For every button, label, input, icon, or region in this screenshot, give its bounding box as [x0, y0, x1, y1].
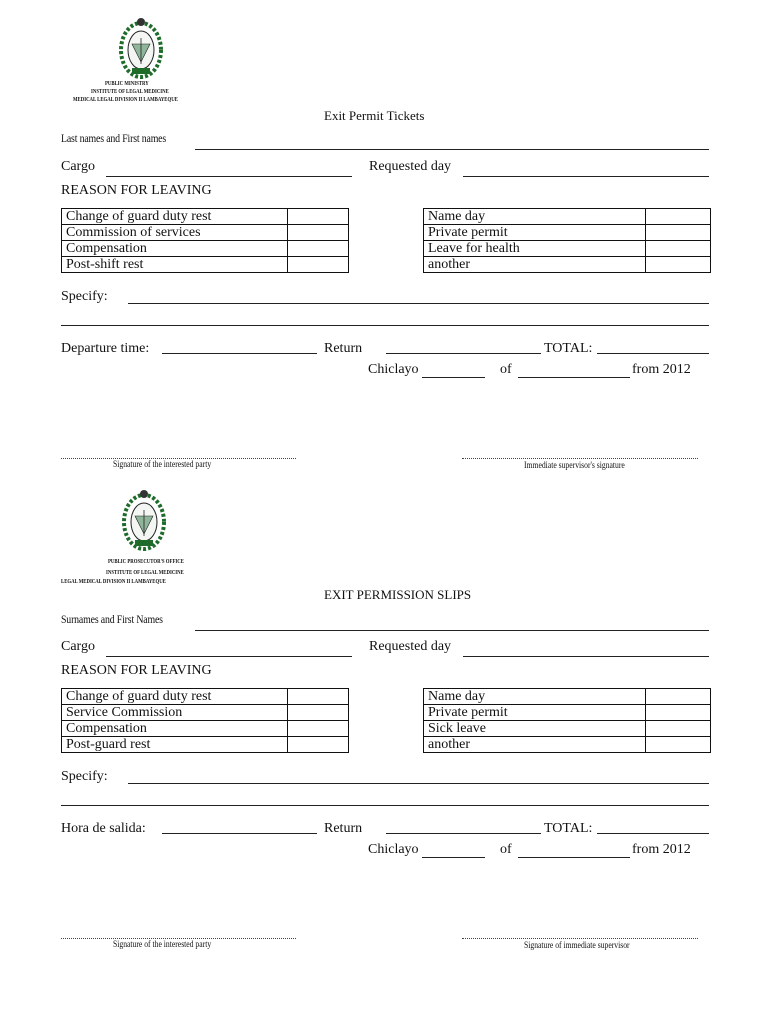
reason-label: Compensation	[62, 721, 288, 737]
reason-label: Service Commission	[62, 705, 288, 721]
reason-label: Name day	[424, 689, 646, 705]
return-line[interactable]	[386, 353, 541, 354]
requested-day-label: Requested day	[369, 159, 452, 174]
signature-line-supervisor[interactable]	[462, 458, 698, 459]
reason-label: Post-shift rest	[62, 257, 288, 273]
reason-label: another	[424, 257, 646, 273]
cargo-line[interactable]	[106, 176, 352, 177]
reasons-table-left	[61, 688, 349, 753]
return-label: Return	[324, 341, 363, 356]
date-day-line[interactable]	[422, 857, 485, 858]
city-label: Chiclayo	[368, 842, 419, 857]
cargo-line[interactable]	[106, 656, 352, 657]
reason-label: Change of guard duty rest	[62, 689, 288, 705]
institution-emblem	[118, 16, 164, 82]
year-label: from 2012	[632, 362, 691, 377]
header-line-3: MEDICAL LEGAL DIVISION II LAMBAYEQUE	[73, 97, 178, 103]
reason-label: Leave for health	[424, 241, 646, 257]
date-month-line[interactable]	[518, 857, 630, 858]
specify-label: Specify:	[61, 289, 108, 304]
reason-checkbox[interactable]	[646, 241, 711, 257]
names-label: Last names and First names	[61, 131, 167, 145]
reason-checkbox[interactable]	[288, 257, 349, 273]
names-line[interactable]	[195, 149, 709, 150]
total-label: TOTAL:	[544, 821, 593, 836]
header-line-2: INSTITUTE OF LEGAL MEDICINE	[91, 89, 169, 95]
reason-label: Name day	[424, 209, 646, 225]
total-label: TOTAL:	[544, 341, 593, 356]
reason-checkbox[interactable]	[288, 225, 349, 241]
header-line-1: PUBLIC PROSECUTOR'S OFFICE	[108, 559, 184, 565]
reason-checkbox[interactable]	[288, 705, 349, 721]
header-line-1: PUBLIC MINISTRY	[105, 81, 149, 87]
institution-emblem	[121, 488, 167, 554]
names-label: Surnames and First Names	[61, 612, 163, 626]
signature-caption-party: Signature of the interested party	[113, 939, 212, 949]
departure-line[interactable]	[162, 353, 317, 354]
signature-line-supervisor[interactable]	[462, 938, 698, 939]
requested-day-label: Requested day	[369, 639, 452, 654]
reason-label: Compensation	[62, 241, 288, 257]
reason-checkbox[interactable]	[646, 257, 711, 273]
return-line[interactable]	[386, 833, 541, 834]
form-title: EXIT PERMISSION SLIPS	[324, 587, 472, 602]
date-month-line[interactable]	[518, 377, 630, 378]
city-label: Chiclayo	[368, 362, 419, 377]
specify-line[interactable]	[128, 303, 709, 304]
signature-caption-supervisor: Signature of immediate supervisor	[524, 940, 630, 950]
departure-line[interactable]	[162, 833, 317, 834]
reason-checkbox[interactable]	[288, 241, 349, 257]
reasons-table-left	[61, 208, 349, 273]
reason-checkbox[interactable]	[288, 689, 349, 705]
of-label: of	[500, 362, 512, 377]
total-line[interactable]	[597, 353, 709, 354]
names-line[interactable]	[195, 630, 709, 631]
specify-line-2[interactable]	[61, 805, 709, 806]
reasons-table-right	[423, 688, 711, 753]
specify-line-2[interactable]	[61, 325, 709, 326]
reason-label: another	[424, 737, 646, 753]
total-line[interactable]	[597, 833, 709, 834]
year-label: from 2012	[632, 842, 691, 857]
cargo-label: Cargo	[61, 639, 95, 654]
header-line-2: INSTITUTE OF LEGAL MEDICINE	[106, 570, 184, 576]
reason-heading: REASON FOR LEAVING	[61, 663, 212, 678]
cargo-label: Cargo	[61, 159, 95, 174]
date-day-line[interactable]	[422, 377, 485, 378]
reason-label: Private permit	[424, 225, 646, 241]
reason-label: Sick leave	[424, 721, 646, 737]
reason-checkbox[interactable]	[646, 705, 711, 721]
requested-day-line[interactable]	[463, 176, 709, 177]
header-line-3: LEGAL MEDICAL DIVISION II LAMBAYEQUE	[61, 579, 166, 585]
requested-day-line[interactable]	[463, 656, 709, 657]
reason-checkbox[interactable]	[288, 209, 349, 225]
reason-checkbox[interactable]	[646, 737, 711, 753]
reason-label: Change of guard duty rest	[62, 209, 288, 225]
reason-label: Post-guard rest	[62, 737, 288, 753]
reason-checkbox[interactable]	[646, 209, 711, 225]
departure-label: Hora de salida:	[61, 821, 146, 836]
reason-label: Commission of services	[62, 225, 288, 241]
return-label: Return	[324, 821, 363, 836]
reason-checkbox[interactable]	[288, 721, 349, 737]
form-title: Exit Permit Tickets	[324, 108, 425, 123]
reason-checkbox[interactable]	[646, 689, 711, 705]
reason-checkbox[interactable]	[646, 721, 711, 737]
reason-checkbox[interactable]	[646, 225, 711, 241]
reason-checkbox[interactable]	[288, 737, 349, 753]
signature-caption-supervisor: Immediate supervisor's signature	[524, 460, 625, 470]
reason-label: Private permit	[424, 705, 646, 721]
specify-label: Specify:	[61, 769, 108, 784]
of-label: of	[500, 842, 512, 857]
signature-caption-party: Signature of the interested party	[113, 459, 212, 469]
reason-heading: REASON FOR LEAVING	[61, 183, 212, 198]
reasons-table-right	[423, 208, 711, 273]
departure-label: Departure time:	[61, 341, 150, 356]
specify-line[interactable]	[128, 783, 709, 784]
